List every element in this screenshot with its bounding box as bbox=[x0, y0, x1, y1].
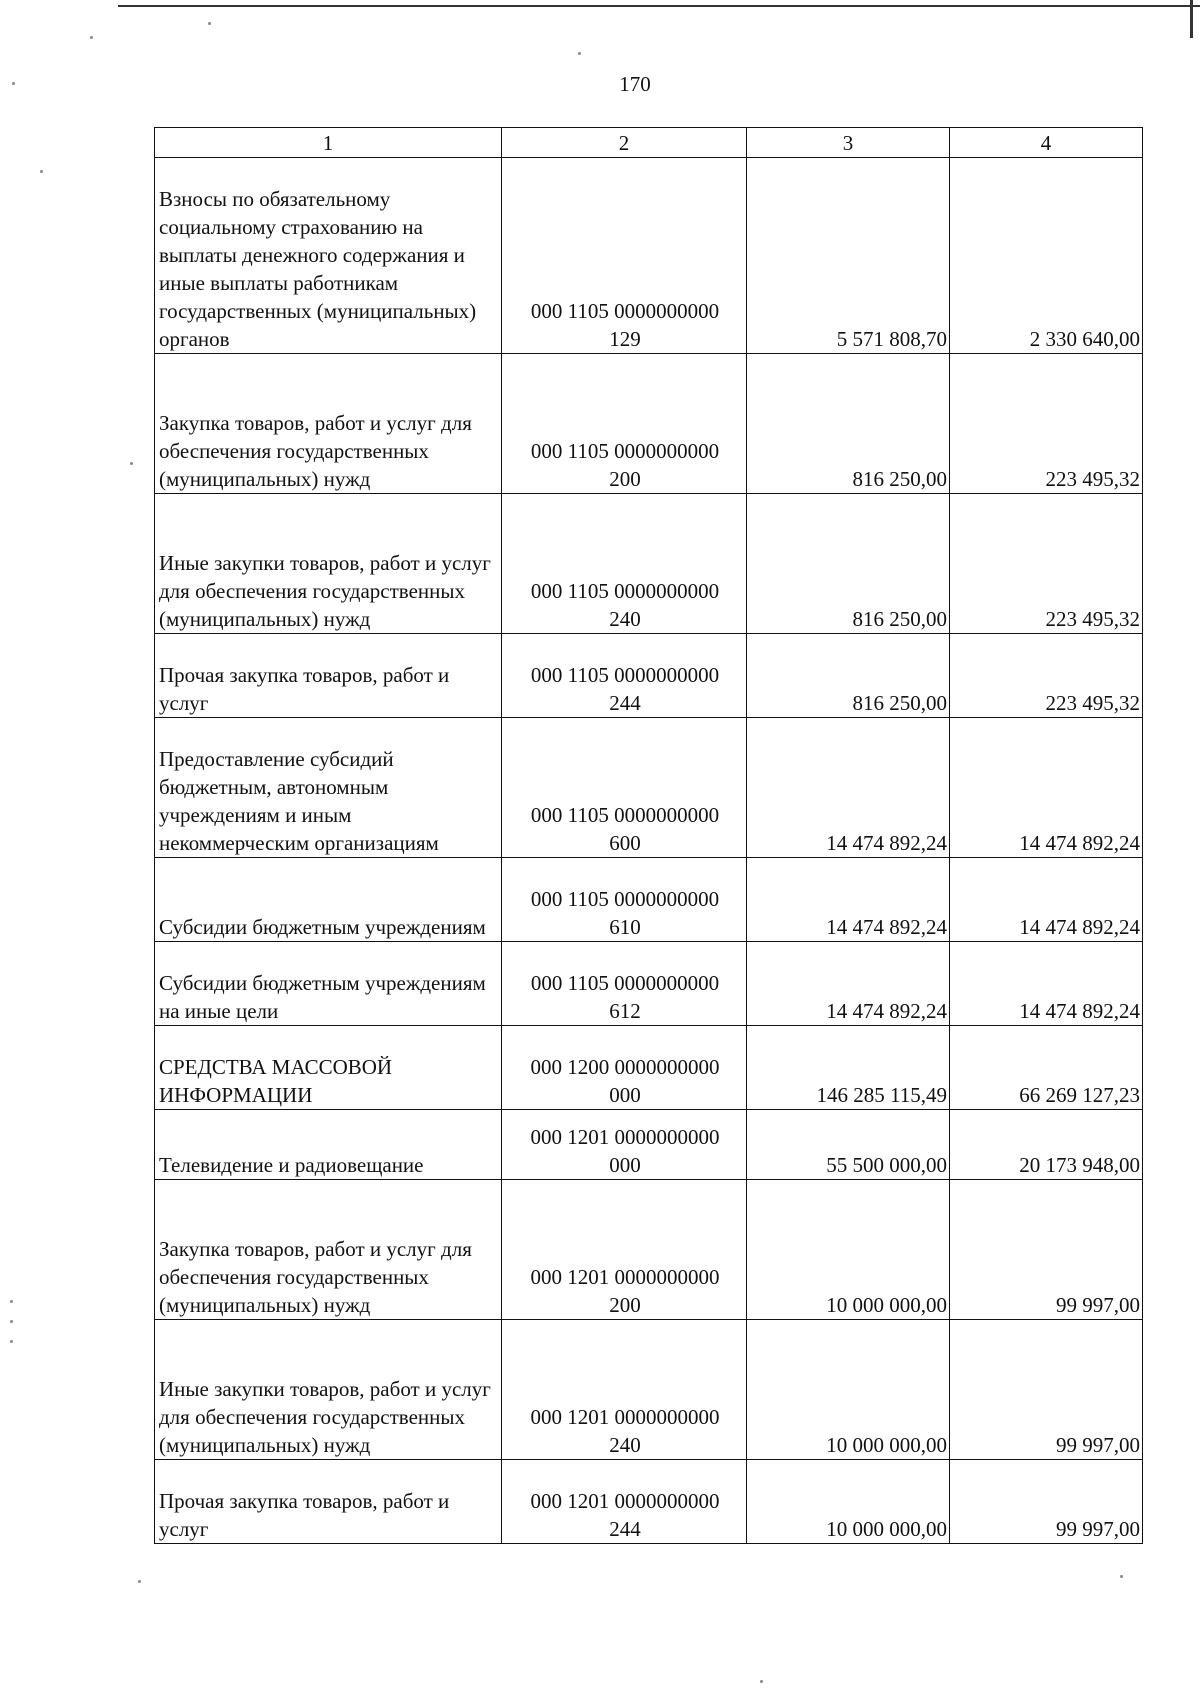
row-value-col3: 14 474 892,24 bbox=[747, 718, 950, 858]
row-value-col3: 816 250,00 bbox=[747, 354, 950, 494]
row-value-col4: 66 269 127,23 bbox=[950, 1026, 1143, 1110]
header-col-4: 4 bbox=[950, 128, 1143, 158]
row-value-col3: 10 000 000,00 bbox=[747, 1460, 950, 1544]
scan-speck bbox=[760, 1680, 763, 1683]
row-code-line1: 000 1105 0000000000 bbox=[530, 299, 720, 323]
row-code-line1: 000 1201 0000000000 bbox=[530, 1125, 720, 1149]
table-row bbox=[155, 1320, 1143, 1460]
row-name: СРЕДСТВА МАССОВОЙ ИНФОРМАЦИИ bbox=[155, 1026, 502, 1110]
scan-speck bbox=[12, 82, 15, 85]
row-name: Телевидение и радиовещание bbox=[155, 1110, 502, 1180]
row-code bbox=[502, 1180, 747, 1320]
row-name: Прочая закупка товаров, работ и услуг bbox=[155, 1460, 502, 1544]
row-code-line2: 240 bbox=[609, 607, 641, 631]
table-row bbox=[155, 1026, 1143, 1110]
table-row bbox=[155, 858, 1143, 942]
scan-speck bbox=[1120, 1575, 1123, 1578]
row-code-line1: 000 1105 0000000000 bbox=[530, 579, 720, 603]
right-border-line bbox=[1190, 0, 1193, 38]
row-code-line2: 000 bbox=[609, 1083, 641, 1107]
row-name: Закупка товаров, работ и услуг для обеспечения государственных (муниципальных) нужд bbox=[155, 354, 502, 494]
row-code bbox=[502, 1460, 747, 1544]
row-code-line2: 244 bbox=[609, 691, 641, 715]
row-value-col4: 99 997,00 bbox=[950, 1460, 1143, 1544]
row-code-line2: 129 bbox=[609, 327, 641, 351]
row-code bbox=[502, 942, 747, 1026]
row-value-col4: 223 495,32 bbox=[950, 634, 1143, 718]
row-value-col4: 14 474 892,24 bbox=[950, 942, 1143, 1026]
row-code-line1: 000 1200 0000000000 bbox=[530, 1055, 720, 1079]
table-row bbox=[155, 494, 1143, 634]
row-code bbox=[502, 1110, 747, 1180]
table-row bbox=[155, 1460, 1143, 1544]
table-row bbox=[155, 718, 1143, 858]
row-code-line1: 000 1201 0000000000 bbox=[530, 1265, 720, 1289]
table-row bbox=[155, 354, 1143, 494]
row-value-col4: 99 997,00 bbox=[950, 1320, 1143, 1460]
row-code bbox=[502, 858, 747, 942]
row-code bbox=[502, 1026, 747, 1110]
header-col-2: 2 bbox=[502, 128, 747, 158]
row-value-col3: 5 571 808,70 bbox=[747, 158, 950, 354]
scan-speck bbox=[578, 52, 581, 55]
row-name: Прочая закупка товаров, работ и услуг bbox=[155, 634, 502, 718]
row-code-line1: 000 1105 0000000000 bbox=[530, 887, 720, 911]
row-value-col3: 55 500 000,00 bbox=[747, 1110, 950, 1180]
scan-speck bbox=[10, 1320, 13, 1323]
scan-speck bbox=[40, 170, 43, 173]
table-row bbox=[155, 1110, 1143, 1180]
row-code-line1: 000 1105 0000000000 bbox=[530, 803, 720, 827]
row-value-col3: 10 000 000,00 bbox=[747, 1180, 950, 1320]
row-value-col3: 816 250,00 bbox=[747, 494, 950, 634]
row-code-line1: 000 1105 0000000000 bbox=[530, 971, 720, 995]
row-name: Иные закупки товаров, работ и услуг для обеспечения государственных (муниципальных) нужд bbox=[155, 1320, 502, 1460]
scan-speck bbox=[10, 1300, 13, 1303]
page-number: 170 bbox=[619, 72, 651, 96]
row-value-col3: 14 474 892,24 bbox=[747, 858, 950, 942]
header-col-1: 1 bbox=[155, 128, 502, 158]
scan-speck bbox=[208, 22, 211, 25]
row-code bbox=[502, 354, 747, 494]
table-row bbox=[155, 1180, 1143, 1320]
row-code bbox=[502, 494, 747, 634]
row-code bbox=[502, 1320, 747, 1460]
table-row bbox=[155, 942, 1143, 1026]
row-code-line2: 200 bbox=[609, 467, 641, 491]
row-code-line2: 610 bbox=[609, 915, 641, 939]
budget-table bbox=[154, 127, 1143, 1544]
scan-speck bbox=[130, 462, 133, 465]
row-value-col4: 223 495,32 bbox=[950, 494, 1143, 634]
row-code-line2: 244 bbox=[609, 1517, 641, 1541]
table-row bbox=[155, 634, 1143, 718]
row-name: Предоставление субсидий бюджетным, автономным учреждениям и иным некоммерческим организациям bbox=[155, 718, 502, 858]
row-value-col4: 2 330 640,00 bbox=[950, 158, 1143, 354]
row-value-col4: 99 997,00 bbox=[950, 1180, 1143, 1320]
row-code-line1: 000 1105 0000000000 bbox=[530, 439, 720, 463]
row-value-col3: 146 285 115,49 bbox=[747, 1026, 950, 1110]
row-code-line2: 200 bbox=[609, 1293, 641, 1317]
row-value-col3: 816 250,00 bbox=[747, 634, 950, 718]
table-header-row bbox=[155, 128, 1143, 158]
row-value-col4: 14 474 892,24 bbox=[950, 718, 1143, 858]
row-code bbox=[502, 718, 747, 858]
row-value-col4: 223 495,32 bbox=[950, 354, 1143, 494]
header-col-3: 3 bbox=[747, 128, 950, 158]
row-name: Иные закупки товаров, работ и услуг для обеспечения государственных (муниципальных) нужд bbox=[155, 494, 502, 634]
row-name: Субсидии бюджетным учреждениям на иные цели bbox=[155, 942, 502, 1026]
row-code-line2: 240 bbox=[609, 1433, 641, 1457]
row-code-line1: 000 1105 0000000000 bbox=[530, 663, 720, 687]
row-value-col4: 14 474 892,24 bbox=[950, 858, 1143, 942]
row-code bbox=[502, 158, 747, 354]
row-value-col4: 20 173 948,00 bbox=[950, 1110, 1143, 1180]
row-name: Закупка товаров, работ и услуг для обеспечения государственных (муниципальных) нужд bbox=[155, 1180, 502, 1320]
row-code-line1: 000 1201 0000000000 bbox=[530, 1489, 720, 1513]
row-code-line2: 000 bbox=[609, 1153, 641, 1177]
row-code-line2: 600 bbox=[609, 831, 641, 855]
scan-speck bbox=[138, 1580, 141, 1583]
row-value-col3: 10 000 000,00 bbox=[747, 1320, 950, 1460]
scan-speck bbox=[90, 36, 93, 39]
table-row bbox=[155, 158, 1143, 354]
row-name: Субсидии бюджетным учреждениям bbox=[155, 858, 502, 942]
row-name: Взносы по обязательному социальному страхованию на выплаты денежного содержания и иные выплаты работникам государственных (муниципальных) органов bbox=[155, 158, 502, 354]
row-value-col3: 14 474 892,24 bbox=[747, 942, 950, 1026]
row-code bbox=[502, 634, 747, 718]
top-border-line bbox=[118, 5, 1200, 7]
row-code-line1: 000 1201 0000000000 bbox=[530, 1405, 720, 1429]
row-code-line2: 612 bbox=[609, 999, 641, 1023]
scan-speck bbox=[10, 1340, 13, 1343]
